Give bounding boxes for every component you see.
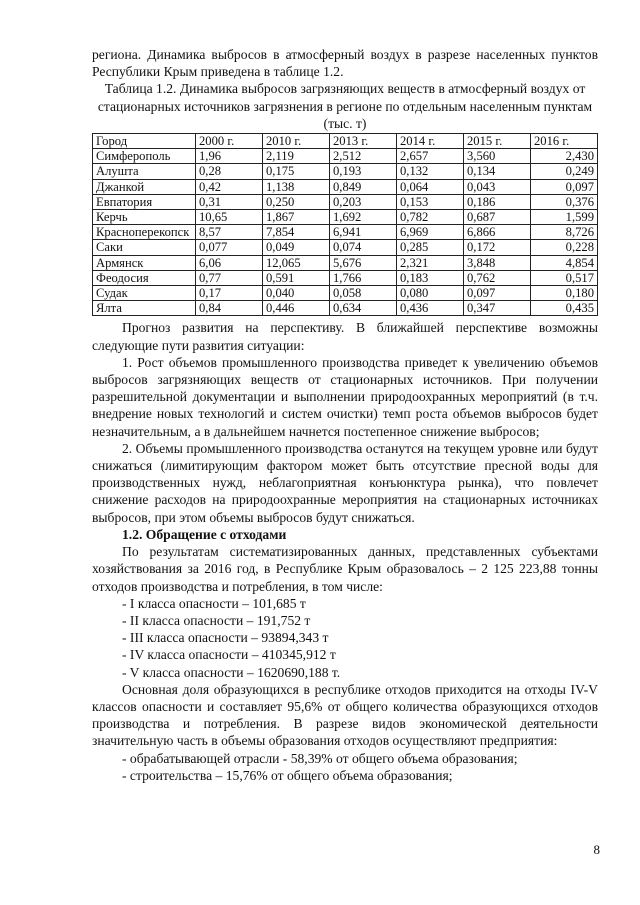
- cell-value: 10,65: [196, 210, 263, 225]
- cell-value: 2,321: [397, 255, 464, 270]
- forecast-point-1: 1. Рост объемов промышленного производства приведет к увеличению объемов выбросов загрязняющих веществ от стационарных источников. При получении разрешительной документации и выполнении природоохранных мероприятий (в т.ч. внедрение новых технологий и систем очистки) темп роста объемов выбросов будет незначительным, а в дальнейшем начнется постепенное снижение выбросов;: [92, 354, 598, 439]
- cell-value: 7,854: [263, 225, 330, 240]
- cell-value: 1,867: [263, 210, 330, 225]
- table-row: [93, 149, 598, 164]
- cell-city: Евпатория: [93, 194, 196, 209]
- cell-value: 1,692: [330, 210, 397, 225]
- intro-paragraph: региона. Динамика выбросов в атмосферный воздух в разрезе населенных пунктов Республики Крым приведена в таблице 1.2.: [92, 47, 598, 80]
- header-2013: 2013 г.: [330, 134, 397, 149]
- table-row: [93, 179, 598, 194]
- cell-value: 0,080: [397, 286, 464, 301]
- page-number: 8: [593, 842, 600, 857]
- cell-value: 2,430: [531, 149, 598, 164]
- cell-value: 0,058: [330, 286, 397, 301]
- cell-value: 1,96: [196, 149, 263, 164]
- cell-value: 0,193: [330, 164, 397, 179]
- cell-city: Ялта: [93, 301, 196, 316]
- cell-value: 0,31: [196, 194, 263, 209]
- cell-value: 2,657: [397, 149, 464, 164]
- cell-value: 0,687: [464, 210, 531, 225]
- hazard-class-item: - I класса опасности – 101,685 т: [122, 595, 306, 611]
- cell-city: Саки: [93, 240, 196, 255]
- sector-item: - строительства – 15,76% от общего объема образования;: [122, 767, 453, 783]
- document-page: [92, 46, 598, 784]
- cell-value: 0,064: [397, 179, 464, 194]
- cell-value: 0,17: [196, 286, 263, 301]
- cell-value: 0,097: [464, 286, 531, 301]
- cell-value: 6,941: [330, 225, 397, 240]
- cell-value: 6,969: [397, 225, 464, 240]
- table-row: [93, 286, 598, 301]
- emissions-table: [92, 133, 598, 316]
- table-row: [93, 240, 598, 255]
- header-2000: 2000 г.: [196, 134, 263, 149]
- cell-value: 6,06: [196, 255, 263, 270]
- cell-value: 1,599: [531, 210, 598, 225]
- forecast-point-2: 2. Объемы промышленного производства останутся на текущем уровне или будут снижаться (лимитирующим фактором может быть отсутствие пресной воды для производственных нужд, неблагоприятная конъюнктура рынка), что повлечет снижение расходов на природоохранные мероприятия на стационарных источниках выбросов, при этом объемы выбросов будут снижаться.: [92, 440, 598, 525]
- cell-value: 3,560: [464, 149, 531, 164]
- cell-value: 4,854: [531, 255, 598, 270]
- cell-value: 0,435: [531, 301, 598, 316]
- cell-value: 8,726: [531, 225, 598, 240]
- hazard-class-list: [92, 595, 598, 681]
- cell-value: 0,134: [464, 164, 531, 179]
- table-caption: Таблица 1.2. Динамика выбросов загрязняющих веществ в атмосферный воздух от стационарных источников загрязнения в регионе по отдельным населенным пунктам (тыс. т): [97, 81, 593, 131]
- header-city: Город: [93, 134, 196, 149]
- cell-city: Красноперекопск: [93, 225, 196, 240]
- cell-value: 0,249: [531, 164, 598, 179]
- cell-value: 2,119: [263, 149, 330, 164]
- cell-value: 12,065: [263, 255, 330, 270]
- table-row: [93, 301, 598, 316]
- cell-value: 0,849: [330, 179, 397, 194]
- sector-list: [92, 750, 598, 784]
- cell-value: 0,782: [397, 210, 464, 225]
- table-row: [93, 210, 598, 225]
- cell-value: 0,77: [196, 270, 263, 285]
- cell-value: 0,285: [397, 240, 464, 255]
- cell-value: 0,074: [330, 240, 397, 255]
- cell-city: Феодосия: [93, 270, 196, 285]
- table-row: [93, 225, 598, 240]
- cell-value: 2,512: [330, 149, 397, 164]
- header-2016: 2016 г.: [531, 134, 598, 149]
- cell-city: Джанкой: [93, 179, 196, 194]
- hazard-class-item: - III класса опасности – 93894,343 т: [122, 630, 329, 646]
- table-body: [93, 149, 598, 316]
- cell-value: 1,138: [263, 179, 330, 194]
- header-2010: 2010 г.: [263, 134, 330, 149]
- table-row: [93, 194, 598, 209]
- cell-value: 0,42: [196, 179, 263, 194]
- cell-city: Армянск: [93, 255, 196, 270]
- cell-value: 0,762: [464, 270, 531, 285]
- header-2015: 2015 г.: [464, 134, 531, 149]
- table-header-row: [93, 134, 598, 149]
- section-heading: 1.2. Обращение с отходами: [122, 526, 287, 542]
- forecast-paragraph: Прогноз развития на перспективу. В ближайшей перспективе возможны следующие пути развития ситуации:: [92, 320, 598, 353]
- waste-paragraph: По результатам систематизированных данных, представленных субъектами хозяйствования за 2016 год, в Республике Крым образовалось – 2 125 223,88 тонны отходов производства и потребления, в том числе:: [92, 544, 598, 594]
- sector-item: - обрабатывающей отрасли - 58,39% от общего объема образования;: [122, 750, 518, 766]
- cell-value: 0,077: [196, 240, 263, 255]
- hazard-class-item: - IV класса опасности – 410345,912 т: [122, 647, 336, 663]
- cell-value: 0,172: [464, 240, 531, 255]
- cell-value: 0,28: [196, 164, 263, 179]
- cell-value: 0,228: [531, 240, 598, 255]
- cell-value: 0,436: [397, 301, 464, 316]
- hazard-class-item: - II класса опасности – 191,752 т: [122, 612, 311, 628]
- hazard-class-item: - V класса опасности – 1620690,188 т.: [122, 664, 341, 680]
- cell-value: 3,848: [464, 255, 531, 270]
- cell-value: 0,250: [263, 194, 330, 209]
- header-2014: 2014 г.: [397, 134, 464, 149]
- cell-city: Симферополь: [93, 149, 196, 164]
- cell-value: 5,676: [330, 255, 397, 270]
- cell-value: 0,097: [531, 179, 598, 194]
- cell-value: 0,347: [464, 301, 531, 316]
- cell-value: 0,043: [464, 179, 531, 194]
- table-row: [93, 164, 598, 179]
- cell-value: 0,153: [397, 194, 464, 209]
- share-paragraph: Основная доля образующихся в республике отходов приходится на отходы IV-V классов опасности и составляет 95,6% от общего количества образующихся отходов производства и потребления. В разрезе видов экономической деятельности значительную часть в объемы образования отходов осуществляют предприятия:: [92, 681, 598, 749]
- cell-value: 0,183: [397, 270, 464, 285]
- cell-city: Алушта: [93, 164, 196, 179]
- cell-value: 8,57: [196, 225, 263, 240]
- cell-value: 1,766: [330, 270, 397, 285]
- cell-value: 6,866: [464, 225, 531, 240]
- cell-value: 0,049: [263, 240, 330, 255]
- cell-city: Керчь: [93, 210, 196, 225]
- table-row: [93, 255, 598, 270]
- cell-city: Судак: [93, 286, 196, 301]
- cell-value: 0,186: [464, 194, 531, 209]
- cell-value: 0,180: [531, 286, 598, 301]
- cell-value: 0,175: [263, 164, 330, 179]
- cell-value: 0,84: [196, 301, 263, 316]
- table-row: [93, 270, 598, 285]
- cell-value: 0,591: [263, 270, 330, 285]
- cell-value: 0,132: [397, 164, 464, 179]
- cell-value: 0,446: [263, 301, 330, 316]
- cell-value: 0,203: [330, 194, 397, 209]
- cell-value: 0,040: [263, 286, 330, 301]
- cell-value: 0,517: [531, 270, 598, 285]
- cell-value: 0,634: [330, 301, 397, 316]
- cell-value: 0,376: [531, 194, 598, 209]
